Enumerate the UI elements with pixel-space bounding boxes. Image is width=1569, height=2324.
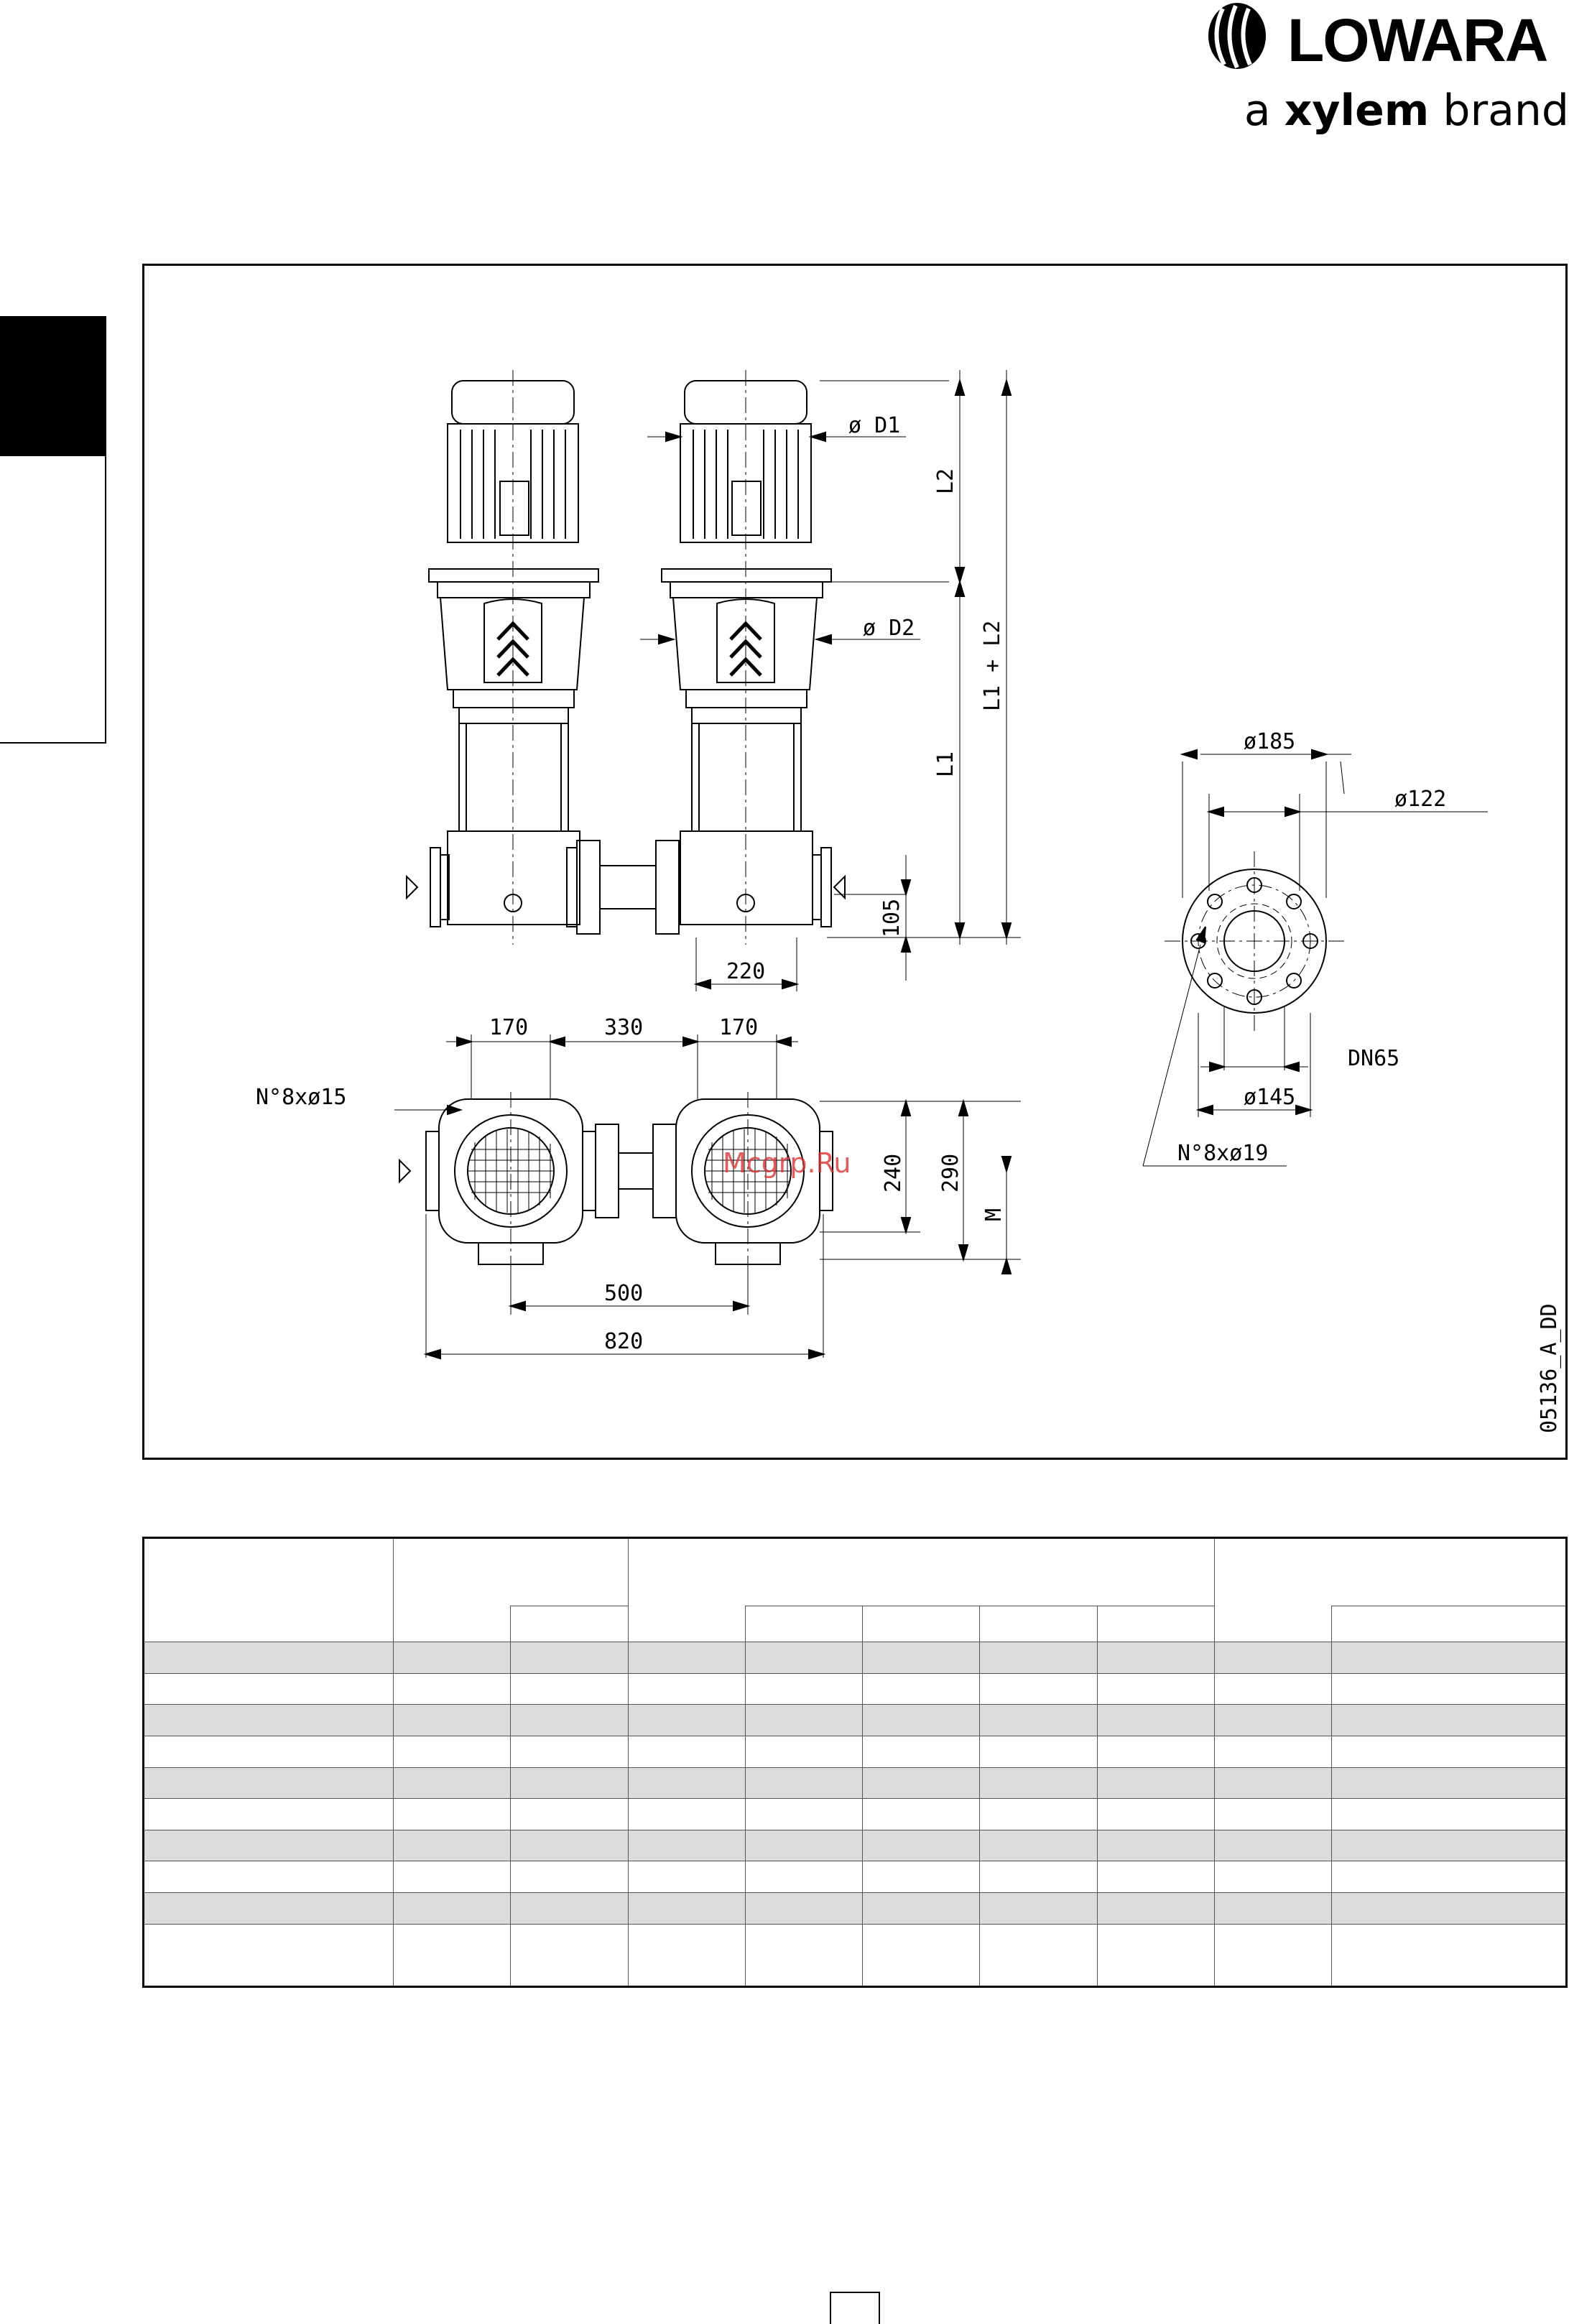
brand-name: LOWARA	[1287, 6, 1547, 74]
label-105: 105	[879, 898, 904, 938]
label-l2: L2	[933, 468, 958, 494]
label-d2: ø D2	[863, 616, 915, 641]
table-row	[144, 1673, 1567, 1705]
flange-detail	[1143, 750, 1488, 1166]
label-240: 240	[881, 1153, 906, 1193]
table-row	[144, 1799, 1567, 1830]
section-tab-line	[105, 456, 106, 744]
table-row	[144, 1736, 1567, 1767]
label-330: 330	[604, 1015, 644, 1040]
table-row	[144, 1767, 1567, 1799]
label-holes-pump: N°8xø15	[256, 1085, 347, 1110]
table-row	[144, 1924, 1567, 1986]
label-d185: ø185	[1244, 729, 1296, 754]
table-row	[144, 1861, 1567, 1893]
drawing-canvas	[144, 266, 1569, 1462]
spec-table	[142, 1537, 1568, 1988]
label-l1-l2: L1 + L2	[980, 620, 1005, 711]
brand-tagline: a xylem brand	[1244, 85, 1569, 136]
label-170-right: 170	[719, 1015, 759, 1040]
brand-logo	[1193, 0, 1569, 151]
label-d122: ø122	[1394, 787, 1447, 812]
label-170-left: 170	[489, 1015, 529, 1040]
table-row	[144, 1642, 1567, 1674]
table-header-row	[144, 1538, 1567, 1606]
watermark: Mcgrp.Ru	[723, 1147, 851, 1179]
lowara-drop-icon	[1201, 0, 1273, 72]
label-dn65: DN65	[1348, 1046, 1400, 1071]
label-d1: ø D1	[848, 413, 901, 438]
pump-plan-view	[399, 1092, 833, 1272]
label-500: 500	[604, 1281, 644, 1306]
drawing-code: 05136_A_DD	[1537, 1303, 1562, 1433]
section-tab-foot	[0, 742, 106, 744]
label-220: 220	[726, 959, 766, 984]
label-820: 820	[604, 1329, 644, 1354]
label-d145: ø145	[1244, 1085, 1296, 1110]
page-number-box	[830, 2292, 880, 2324]
pump-left-elevation	[407, 370, 600, 945]
table-row	[144, 1830, 1567, 1861]
label-holes-flange: N°8xø19	[1177, 1141, 1269, 1166]
technical-drawing	[142, 264, 1568, 1460]
label-m: M	[981, 1208, 1006, 1221]
table-row	[144, 1705, 1567, 1736]
table-row	[144, 1893, 1567, 1925]
label-l1: L1	[933, 751, 958, 777]
pump-right-elevation	[656, 370, 845, 945]
section-tab	[0, 316, 106, 456]
label-290: 290	[938, 1153, 963, 1193]
